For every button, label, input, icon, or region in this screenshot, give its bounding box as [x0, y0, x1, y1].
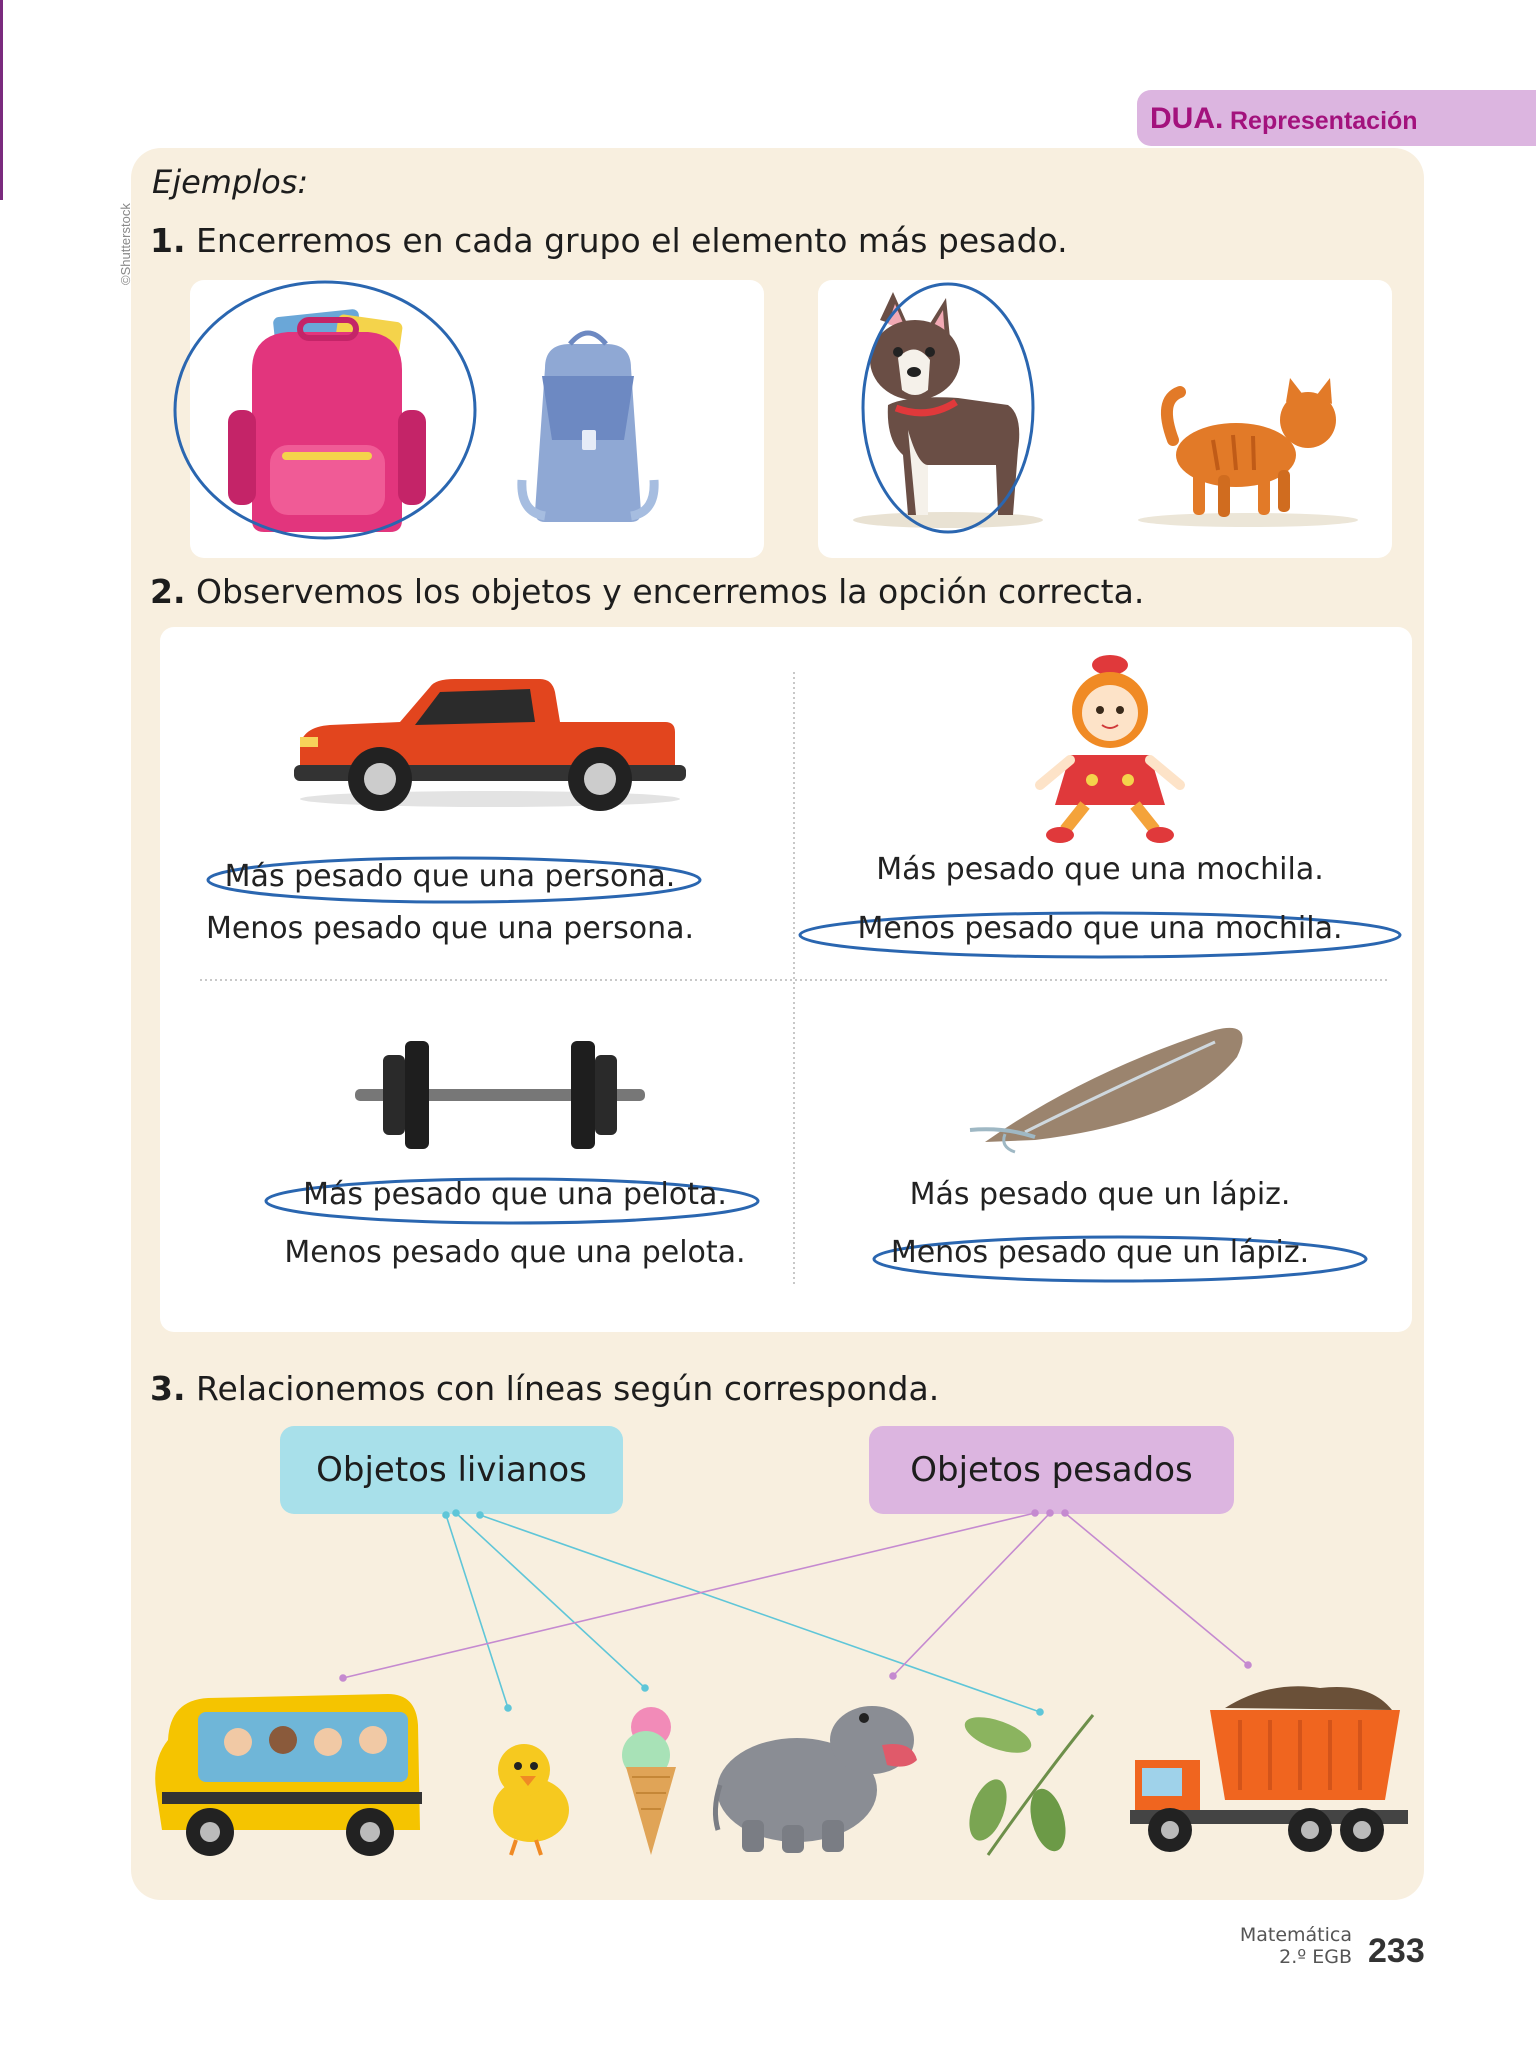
- chick: [476, 1730, 576, 1860]
- section1-number: 1.: [150, 221, 186, 260]
- leaves: [948, 1710, 1098, 1860]
- section3-instruction: Relacionemos con líneas según corresponda.: [196, 1369, 940, 1408]
- hippo: [712, 1690, 922, 1855]
- option-dumbbell-heavier[interactable]: Más pesado que una pelota.: [303, 1177, 727, 1212]
- option-doll-lighter[interactable]: Menos pesado que una mochila.: [857, 911, 1343, 946]
- ice-cream: [616, 1705, 686, 1860]
- dua-category: Representación: [1230, 107, 1418, 135]
- image-credit: ©Shutterstock: [118, 203, 133, 285]
- footer-grade: 2.º EGB: [1279, 1946, 1352, 1968]
- page-number: 233: [1368, 1932, 1425, 1970]
- option-dumbbell-lighter[interactable]: Menos pesado que una pelota.: [284, 1235, 746, 1270]
- section1-instruction: Encerremos en cada grupo el elemento más pesado.: [196, 221, 1068, 260]
- option-feather-heavier[interactable]: Más pesado que un lápiz.: [909, 1177, 1291, 1212]
- footer-subject: Matemática: [1239, 1924, 1352, 1946]
- light-objects-tag[interactable]: Objetos livianos: [280, 1426, 623, 1514]
- heavy-objects-tag[interactable]: Objetos pesados: [869, 1426, 1234, 1514]
- option-doll-heavier[interactable]: Más pesado que una mochila.: [876, 852, 1324, 887]
- option-truck-lighter[interactable]: Menos pesado que una persona.: [205, 911, 695, 946]
- dua-label: DUA.: [1150, 102, 1224, 135]
- section2-instruction: Observemos los objetos y encerremos la opción correcta.: [196, 572, 1145, 611]
- school-bus: [148, 1680, 428, 1860]
- dump-truck: [1130, 1670, 1410, 1860]
- examples-label: Ejemplos:: [152, 163, 309, 201]
- section3-number: 3.: [150, 1369, 186, 1408]
- section2-number: 2.: [150, 572, 186, 611]
- option-truck-heavier[interactable]: Más pesado que una persona.: [224, 859, 676, 894]
- option-feather-lighter[interactable]: Menos pesado que un lápiz.: [890, 1235, 1310, 1270]
